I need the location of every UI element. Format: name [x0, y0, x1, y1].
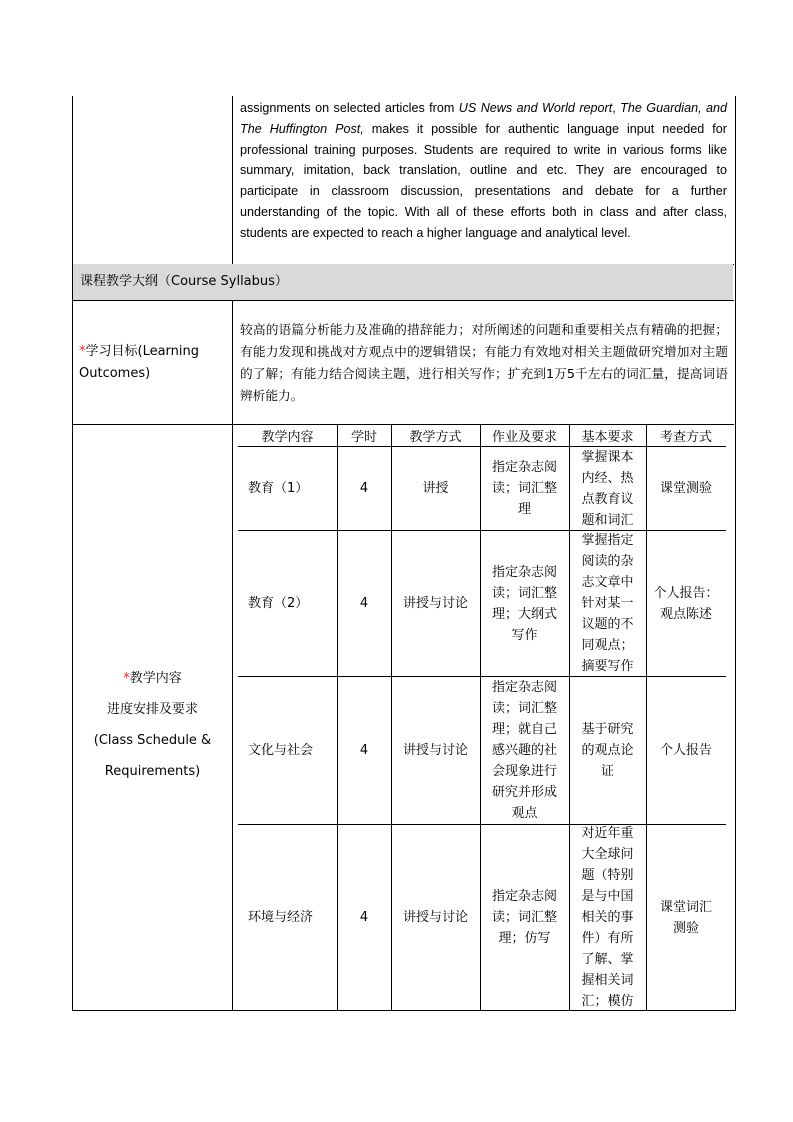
table-row-assessment: 个人报告： 观点陈述 [653, 585, 719, 622]
table-row-basic: 对近年重 大全球问 题（特别 是与中国 相关的事 件）有所 了解、掌 握相关词 汇；模仿 [581, 826, 634, 1009]
col-header-basic: 基本要求 [581, 430, 634, 445]
col-divider [232, 424, 233, 1010]
table-row-hours: 4 [359, 596, 369, 611]
col-header-homework: 作业及要求 [491, 430, 557, 445]
table-row-topic: 教育（1） [248, 481, 309, 496]
table-row-basic: 基于研究 的观点论 证 [581, 722, 634, 779]
outcomes-label: *学习目标(Learning Outcomes) [79, 344, 200, 381]
table-row-assessment: 课堂词汇 测验 [659, 899, 712, 936]
table-row-method: 讲授与讨论 [402, 743, 468, 758]
table-row-homework: 指定杂志阅 读；词汇整 理；就自己 感兴趣的社 会现象进行 研究并形成 观点 [491, 680, 557, 821]
table-row-method: 讲授 [422, 481, 449, 496]
col-header-assessment: 考查方式 [659, 430, 712, 445]
schedule-label: *教学内容 进度安排及要求 (Class Schedule & Requirements) [93, 671, 212, 779]
table-row-hours: 4 [359, 910, 369, 925]
table-row-basic: 掌握课本 内经、热 点教育议 题和词汇 [581, 449, 634, 528]
outcomes-text: 较高的语篇分析能力及准确的措辞能力；对所阐述的问题和重要相关点有精确的把握；有能力发现和挑战对方观点中的逻辑错误；有能力有效地对相关主题做研究增加对主题的了解；有能力结合阅读主题，进行相关写作；扩充到1万5千左右的词汇量，提高词语辨析能力。 [240, 322, 728, 403]
col-header-method: 教学方式 [409, 430, 462, 445]
col-header-topic: 教学内容 [261, 430, 314, 445]
syllabus-header: 课程教学大纲（Course Syllabus） [80, 274, 288, 289]
table-row-hours: 4 [359, 743, 369, 758]
table-row-assessment: 课堂测验 [659, 481, 712, 496]
table-row-homework: 指定杂志阅 读；词汇整 理；仿写 [491, 889, 557, 946]
table-row-assessment: 个人报告 [659, 743, 712, 758]
col-divider [232, 300, 233, 424]
col-divider [232, 96, 233, 264]
table-row-topic: 文化与社会 [248, 743, 314, 758]
table-row-method: 讲授与讨论 [402, 910, 468, 925]
course-description: assignments on selected articles from US News and World report, The Guardian, and The Huffington Post, makes it possible for authentic language input needed for professional training purposes. Students are required to write in various forms like summary, imitation, back translation, outline and etc. They are encouraged to participate in classroom discussion, presentations and debate for a further understanding of the topic. With all of these efforts both in class and after class, students are expected to reach a higher language and analytical level. [240, 101, 728, 240]
table-row-homework: 指定杂志阅 读；词汇整 理 [491, 460, 557, 517]
table-row-homework: 指定杂志阅 读；词汇整 理；大纲式 写作 [491, 564, 557, 643]
table-row-method: 讲授与讨论 [402, 596, 468, 611]
table-row-topic: 教育（2） [248, 596, 309, 611]
table-row-hours: 4 [359, 481, 369, 496]
col-header-hours: 学时 [350, 430, 377, 445]
table-row-topic: 环境与经济 [248, 910, 314, 925]
divider [72, 300, 734, 301]
table-row-basic: 掌握指定 阅读的杂 志文章中 针对某一 议题的不 同观点； 摘要写作 [581, 533, 634, 674]
